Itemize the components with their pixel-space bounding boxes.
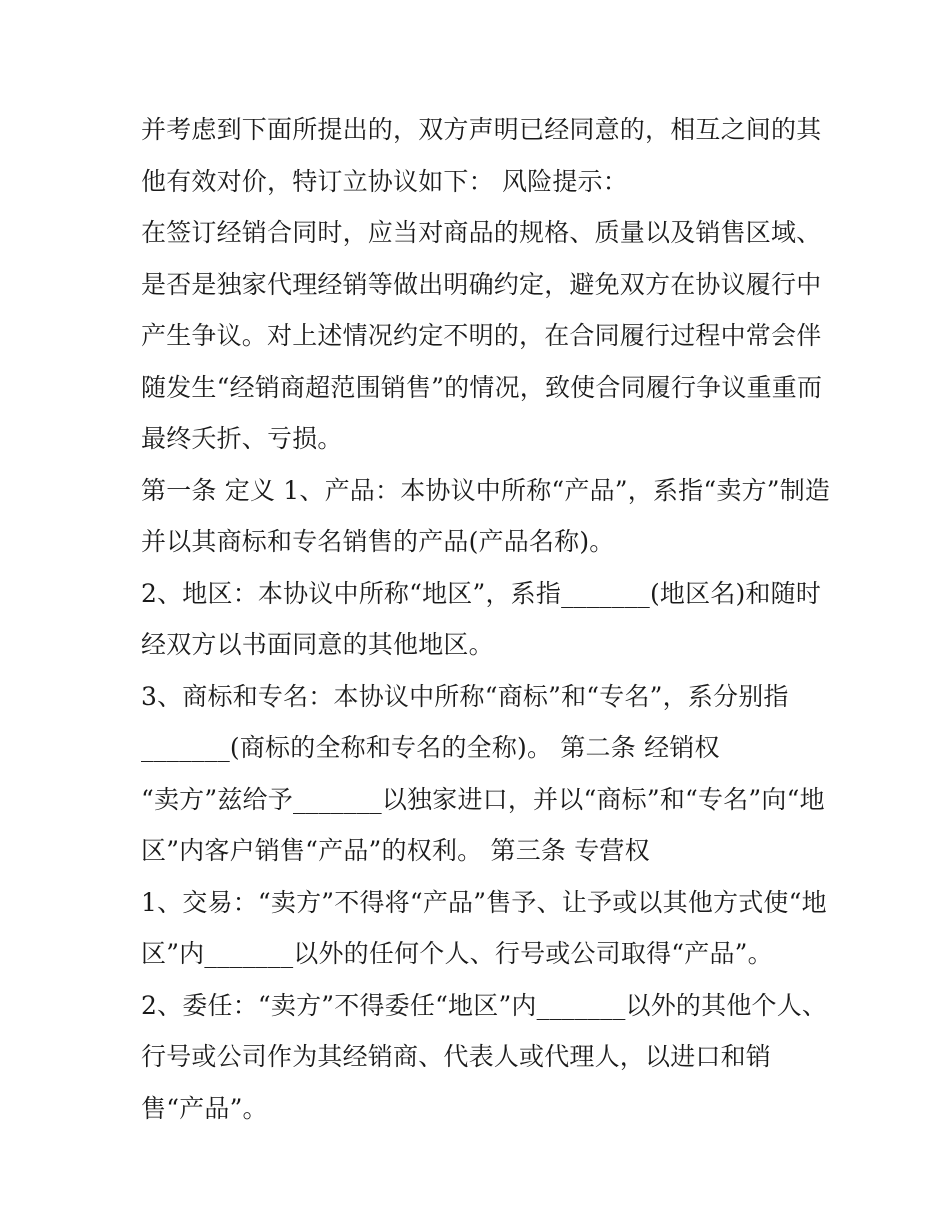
text-line: 并以其商标和专名销售的产品(产品名称)。 bbox=[141, 527, 615, 556]
text-line: 3、商标和专名：本协议中所称“商标”和“专名”，系分别指 bbox=[141, 681, 789, 711]
text-line: 他有效对价，特订立协议如下： 风险提示： bbox=[141, 166, 628, 196]
text-line: 售“产品”。 bbox=[141, 1093, 268, 1123]
text-line: 2、地区：本协议中所称“地区”，系指_______(地区名)和随时 bbox=[141, 578, 822, 608]
contract-text-body bbox=[141, 104, 831, 1134]
text-line: “卖方”兹给予_______以独家进口，并以“商标”和“专名”向“地 bbox=[141, 784, 825, 814]
text-line: 并考虑到下面所提出的，双方声明已经同意的，相互之间的其 bbox=[141, 115, 822, 144]
text-line: 2、委任：“卖方”不得委任“地区”内_______以外的其他个人、 bbox=[141, 990, 828, 1020]
text-line: 产生争议。对上述情况约定不明的，在合同履行过程中常会伴 bbox=[141, 321, 822, 350]
text-line: 在签订经销合同时，应当对商品的规格、质量以及销售区域、 bbox=[141, 218, 822, 247]
text-line: 第一条 定义 1、产品：本协议中所称“产品”，系指“卖方”制造 bbox=[141, 475, 831, 505]
text-line: _______(商标的全称和专名的全称)。 第二条 经销权 bbox=[141, 733, 720, 762]
text-line: 行号或公司作为其经销商、代表人或代理人，以进口和销 bbox=[141, 1042, 772, 1071]
text-line: 最终夭折、亏损。 bbox=[141, 424, 343, 453]
text-line: 经双方以书面同意的其他地区。 bbox=[141, 630, 494, 659]
text-line: 是否是独家代理经销等做出明确约定，避免双方在协议履行中 bbox=[141, 269, 822, 299]
text-line: 区”内_______以外的任何个人、行号或公司取得“产品”。 bbox=[141, 939, 773, 968]
text-line: 区”内客户销售“产品”的权利。 第三条 专营权 bbox=[141, 836, 650, 865]
text-line: 随发生“经销商超范围销售”的情况，致使合同履行争议重重而 bbox=[141, 372, 823, 402]
text-line: 1、交易：“卖方”不得将“产品”售予、让予或以其他方式使“地 bbox=[141, 887, 827, 917]
